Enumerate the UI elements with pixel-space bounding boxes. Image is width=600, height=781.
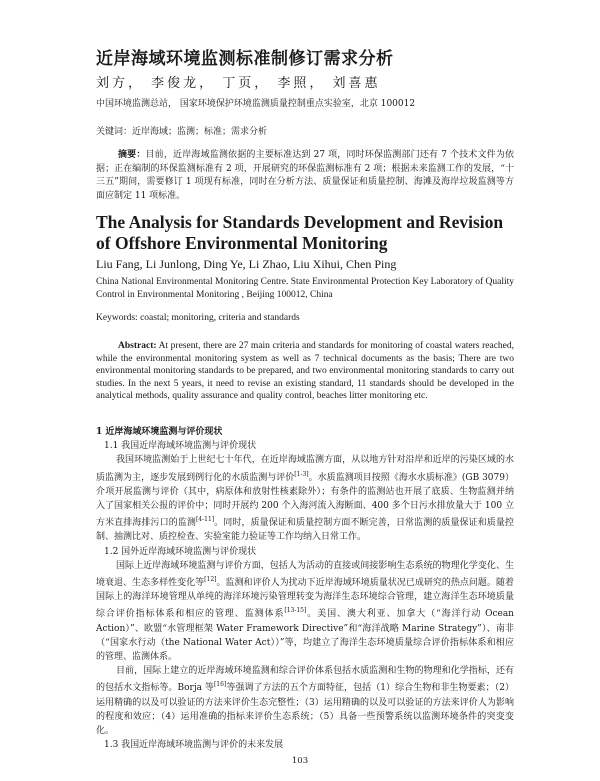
chinese-abstract [96,149,514,203]
chinese-abstract-label: 摘要： [118,150,146,160]
chinese-keywords-text: 近岸海域；监测；标准；需求分析 [132,127,268,137]
english-title: The Analysis for Standards Development and Revision of Offshore Environmental Monitoring [96,212,504,253]
citation: [4-11] [195,516,215,524]
english-keywords-text: coastal; monitoring, criteria and standards [140,313,300,323]
chinese-title: 近岸海域环境监测标准制修订需求分析 [96,49,394,69]
citation: [12] [204,576,217,584]
paragraph-1-part-b: 。水质监测项目按照《海水水质标准》(GB 3079）介项开展监测与评价（其中，病原体和放射性核素除外）；有条件的监测站也开展了底质、生物监测并纳入了国家相关公报的评价中；同时开展约 200 个入海河流入海断面、400 多个日污水排放量大于 100 立方米直排海排污口的监测 [96,472,514,529]
subsection-heading-1-3: 1.3 我国近岸海域环境监测与评价的未来发展 [104,740,284,751]
page-number: 103 [291,756,309,766]
chinese-keywords-label: 关键词： [96,127,133,137]
english-authors: Liu Fang, Li Junlong, Ding Ye, Li Zhao, Liu Xihui, Chen Ping [96,257,397,271]
english-abstract [96,340,514,403]
chinese-keywords [96,124,514,137]
section-heading-1: 1 近岸海域环境监测与评价现状 [96,427,223,437]
citation: [1-3] [294,470,309,478]
subsection-heading-1-1: 1.1 我国近岸海域环境监测与评价现状 [104,441,257,452]
english-keywords-label: Keywords: [96,313,138,323]
paragraph-3 [96,664,514,738]
citation: [13-15] [284,607,307,615]
paragraph-2-part-c: 。美国、澳大利亚、加拿大（“海洋行动 Ocean Action）”、欧盟“水管理框架 Water Framework Directive”和“海洋战略 Marine Strategy”）、南非（“国家水行动（the National Water Act））”等，均建立了海洋生态环境质量综合评价指标体系和相应的管理、监测体系。 [96,609,514,663]
paragraph-1-part-c: 。同时，质量保证和质量控制方面不断完善，日常监测的质量保证和质量控制、抽测比对、质控检查、实验室能力验证等工作均纳入日常工作。 [96,518,514,543]
english-abstract-label: Abstract: [118,341,157,351]
english-affiliation: China National Environmental Monitoring Centre. State Environmental Protection Key Laboratory of Quality Control in Environmental Monitoring , Beijing 100012, China [96,277,514,300]
english-abstract-text: At present, there are 27 main criteria and standards for monitoring of coastal waters reached, while the environmental monitoring system as well as 7 technical documents as the basis; There are two environmental monitoring standards to be prepared, and two environmental monitoring standards to carry out studies. In the next 5 years, it need to revise an existing standard, 11 standards should be developed in the analytical methods, quality assurance and quality control, beaches litter monitoring etc. [96,341,514,402]
chinese-affiliation: 中国环境监测总站， 国家环境保护环境监测质量控制重点实验室，北京 100012 [96,99,416,109]
english-keywords [96,313,514,323]
paragraph-1-part-a: 我国环境监测始于上世纪七十年代，在近岸海域监测方面，从以地方针对沿岸和近岸的污染区域的水质监测为主，逐步发展到例行化的水质监测与评价 [96,455,514,483]
subsection-heading-1-2: 1.2 国外近岸海域环境监测与评价现状 [104,546,257,557]
chinese-abstract-text: 目前，近岸海域监测依据的主要标准达到 27 项，同时环保监测部门还有 7 个技术文件为依据；正在编制的环保监测标准有 2 项，开展研究的环保监测标准有 2 项；根据未来监测工作的发展，“十三五”期间，需要修订 1 项现有标准，同时在分析方法、质量保证和质量控制、海滩及海岸垃圾监测等方面应制定 11 项标准。 [96,150,514,201]
paragraph-2-part-a: 国际上近岸海域环境监测与评价方面，包括人为活动的直接或间接影响生态系统的物理化学变化、生境衰退、生态多样性变化等 [96,560,514,589]
citation: [16] [213,681,227,689]
paragraph-2 [96,559,514,664]
paragraph-1 [96,453,514,544]
body-text [96,425,514,752]
paragraph-3-part-a: 目前，国际上建立的近岸海域环境监测和综合评价体系包括水质监测和生物的物理和化学指标，还有的包括水文指标等。Borja 等 [96,666,514,694]
chinese-authors: 刘方， 李俊龙， 丁页， 李照， 刘喜惠 [96,76,381,91]
paragraph-3-part-b: 等强调了方法的五个方面特征，包括（1）综合生物和非生物要素；（2）运用精确的以及可以验证的方法来评价生态完整性；（3）运用精确的以及可以验证的方法来评价人为影响的程度和效应；（4）运用准确的指标来评价生态系统；（5）具备一些预警系统以监测环境条件的突变变化。 [96,683,514,737]
paragraph-2-part-b: 。监测和评价人为扰动下近岸海域环境质量状况已成研究的热点问题。随着国际上的海洋环境管理从单纯的海洋环境污染管理转变为海洋生态环境综合管理，建立海洋生态环境质量综合评价指标体系和相应的管理、监测体系 [96,578,514,620]
